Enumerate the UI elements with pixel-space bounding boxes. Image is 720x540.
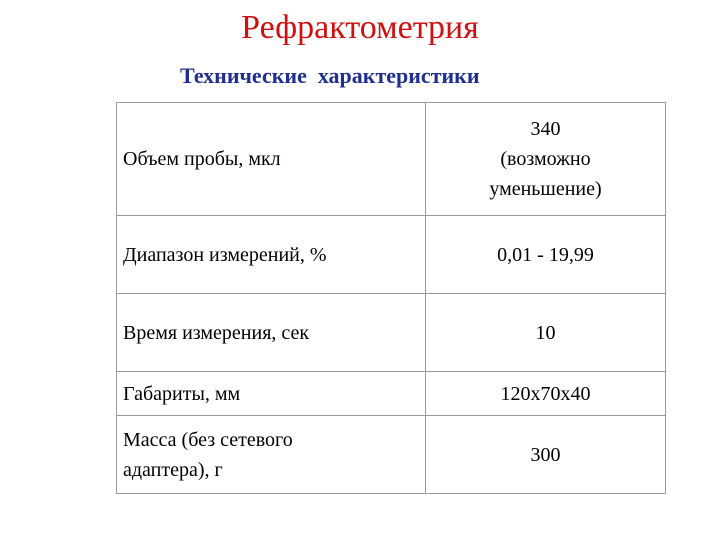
table-row: [117, 216, 666, 294]
slide-subtitle: Технические характеристики: [180, 63, 480, 88]
param-cell: [117, 103, 426, 216]
table-row: [117, 416, 666, 494]
table-row: [117, 294, 666, 372]
param-label: Время измерения, сек: [123, 321, 310, 344]
table-row: [117, 103, 666, 216]
value-cell: [426, 103, 666, 216]
value-cell: [426, 372, 666, 416]
param-cell: [117, 216, 426, 294]
specs-table-body: [117, 103, 666, 494]
param-label: Диапазон измерений, %: [123, 243, 327, 266]
param-cell: [117, 294, 426, 372]
param-cell: [117, 416, 426, 494]
slide-title: Рефрактометрия: [241, 9, 479, 46]
param-value: 340 (возможно уменьшение): [489, 118, 602, 200]
specs-table: [116, 102, 666, 494]
param-label: Объем пробы, мкл: [123, 148, 281, 170]
param-value: 120x70x40: [500, 382, 591, 405]
param-value: 0,01 - 19,99: [497, 243, 594, 266]
value-cell: [426, 216, 666, 294]
value-cell: [426, 294, 666, 372]
param-value: 300: [530, 443, 561, 466]
param-cell: [117, 372, 426, 416]
param-label: Масса (без сетевого адаптера), г: [123, 428, 293, 481]
param-label: Габариты, мм: [123, 382, 241, 405]
param-value: 10: [535, 321, 556, 344]
table-row: [117, 372, 666, 416]
value-cell: [426, 416, 666, 494]
